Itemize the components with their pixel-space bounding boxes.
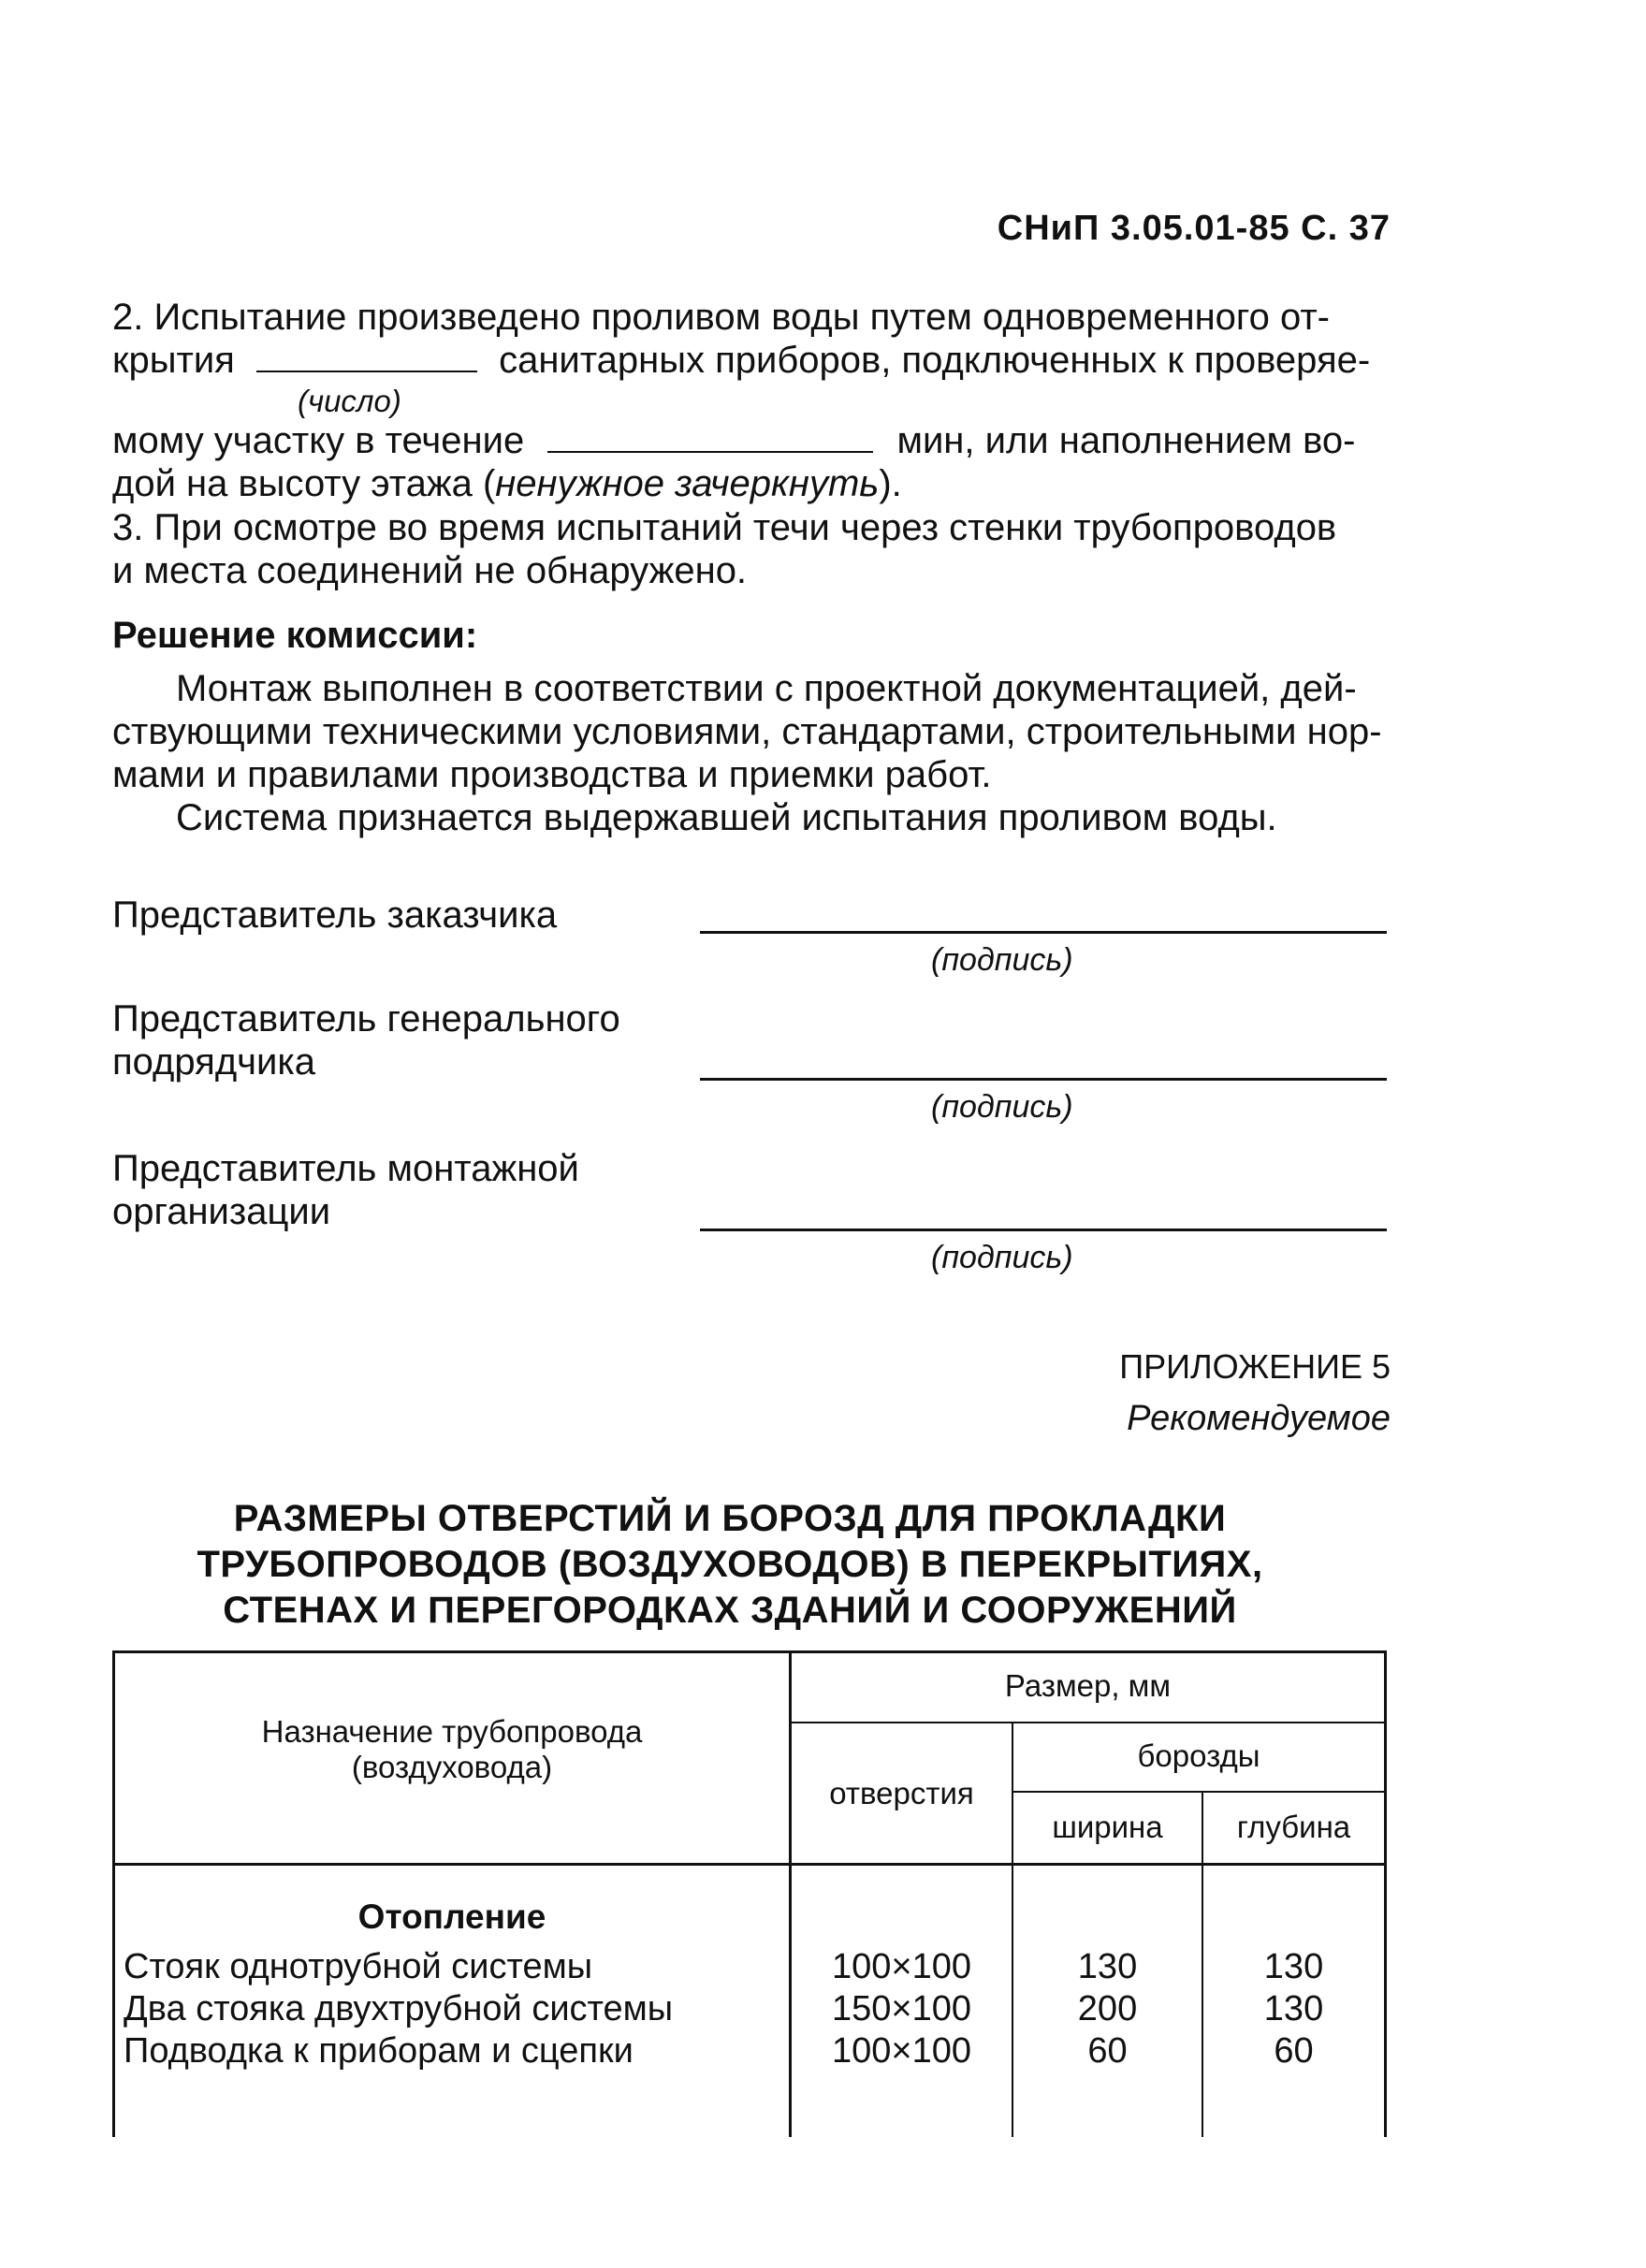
para2-line3 xyxy=(112,419,1355,462)
col-header-width: ширина xyxy=(1052,1810,1163,1844)
table-title-line2: ТРУБОПРОВОДОВ (ВОЗДУХОВОДОВ) В ПЕРЕКРЫТИЯХ, xyxy=(197,1544,1263,1585)
count-blank xyxy=(256,341,477,372)
table-right-border xyxy=(1384,1650,1387,2137)
para3-line1: 3. При осмотре во время испытаний течи через стенки трубопроводов xyxy=(112,507,1337,548)
row2-name: Два стояка двухтрубной системы xyxy=(124,1989,674,2028)
row3-name: Подводка к приборам и сцепки xyxy=(124,2031,634,2071)
count-note: (число) xyxy=(298,384,401,418)
section-heating: Отопление xyxy=(357,1897,546,1936)
table-title-line1: РАЗМЕРЫ ОТВЕРСТИЙ И БОРОЗД ДЛЯ ПРОКЛАДКИ xyxy=(233,1498,1227,1539)
row2-width: 200 xyxy=(1077,1989,1138,2028)
table-top-border xyxy=(112,1650,1387,1653)
signature-1-line xyxy=(700,931,1387,934)
col-header-opening: отверстия xyxy=(829,1776,974,1810)
decision-line2: ствующими техническими условиями, стандартами, строительными нор- xyxy=(112,711,1382,752)
row1-depth: 130 xyxy=(1263,1947,1324,1986)
signature-3-label-line1: Представитель монтажной xyxy=(112,1148,579,1189)
col-header-purpose-line2: (воздуховода) xyxy=(351,1750,553,1784)
para2-line2-start: крытия xyxy=(112,340,235,381)
row3-width: 60 xyxy=(1087,2031,1128,2071)
para2-line2-end: санитарных приборов, подключенных к проверяе- xyxy=(499,340,1371,381)
para2-line4-start: дой на высоту этажа ( xyxy=(112,463,496,504)
para2-line3-end: мин, или наполнением во- xyxy=(896,420,1356,461)
row2-depth: 130 xyxy=(1263,1989,1324,2028)
row3-depth: 60 xyxy=(1274,2031,1314,2071)
signature-1-caption: (подпись) xyxy=(931,942,1073,978)
table-divider-opening xyxy=(1012,1722,1013,2137)
duration-blank xyxy=(547,421,873,453)
decision-line3: мами и правилами производства и приемки работ. xyxy=(112,754,992,795)
decision-line1: Монтаж выполнен в соответствии с проектной документацией, дей- xyxy=(176,668,1357,709)
para2-line4 xyxy=(112,462,902,505)
table-title-line3: СТЕНАХ И ПЕРЕГОРОДКАХ ЗДАНИЙ И СООРУЖЕНИЙ xyxy=(223,1590,1237,1631)
row1-width: 130 xyxy=(1077,1947,1138,1986)
signature-3-caption: (подпись) xyxy=(931,1240,1073,1275)
appendix-label: ПРИЛОЖЕНИЕ 5 xyxy=(1119,1347,1391,1386)
para2-line2 xyxy=(112,339,1370,382)
row1-opening: 100×100 xyxy=(832,1947,971,1986)
table-title xyxy=(168,1496,1291,1634)
row1-name: Стояк однотрубной системы xyxy=(124,1947,593,1986)
signature-3-label-line2: организации xyxy=(112,1191,331,1232)
col-header-depth: глубина xyxy=(1236,1810,1351,1844)
appendix-status: Рекомендуемое xyxy=(1127,1399,1391,1438)
para3-line2: и места соединений не обнаружено. xyxy=(112,550,748,591)
signature-2-label-line1: Представитель генерального xyxy=(112,998,620,1040)
signature-2-caption: (подпись) xyxy=(931,1089,1073,1125)
para2-line4-end: ). xyxy=(879,463,902,504)
col-header-size: Размер, мм xyxy=(1004,1668,1172,1703)
col-header-grooves: борозды xyxy=(1137,1738,1260,1773)
decision-heading: Решение комиссии: xyxy=(112,615,478,656)
signature-2-line xyxy=(700,1078,1387,1081)
signature-2-label-line2: подрядчика xyxy=(112,1041,315,1083)
table-divider-size xyxy=(789,1722,1387,1723)
table-header-bottom xyxy=(112,1863,1387,1866)
decision-line4: Система признается выдержавшей испытания проливом воды. xyxy=(176,797,1277,838)
signature-3-line xyxy=(700,1228,1387,1231)
table-divider-grooves xyxy=(1012,1791,1387,1793)
row3-opening: 100×100 xyxy=(832,2031,971,2071)
para2-line1: 2. Испытание произведено проливом воды путем одновременного от- xyxy=(112,297,1330,338)
para2-line3-start: мому участку в течение xyxy=(112,420,525,461)
signature-1-label: Представитель заказчика xyxy=(112,894,558,936)
para2-line4-italic: ненужное зачеркнуть xyxy=(495,463,880,504)
page-header: СНиП 3.05.01-85 С. 37 xyxy=(997,209,1391,248)
col-header-purpose-line1: Назначение трубопровода xyxy=(261,1714,643,1749)
col-header-purpose xyxy=(115,1714,789,1785)
row2-opening: 150×100 xyxy=(832,1989,971,2028)
